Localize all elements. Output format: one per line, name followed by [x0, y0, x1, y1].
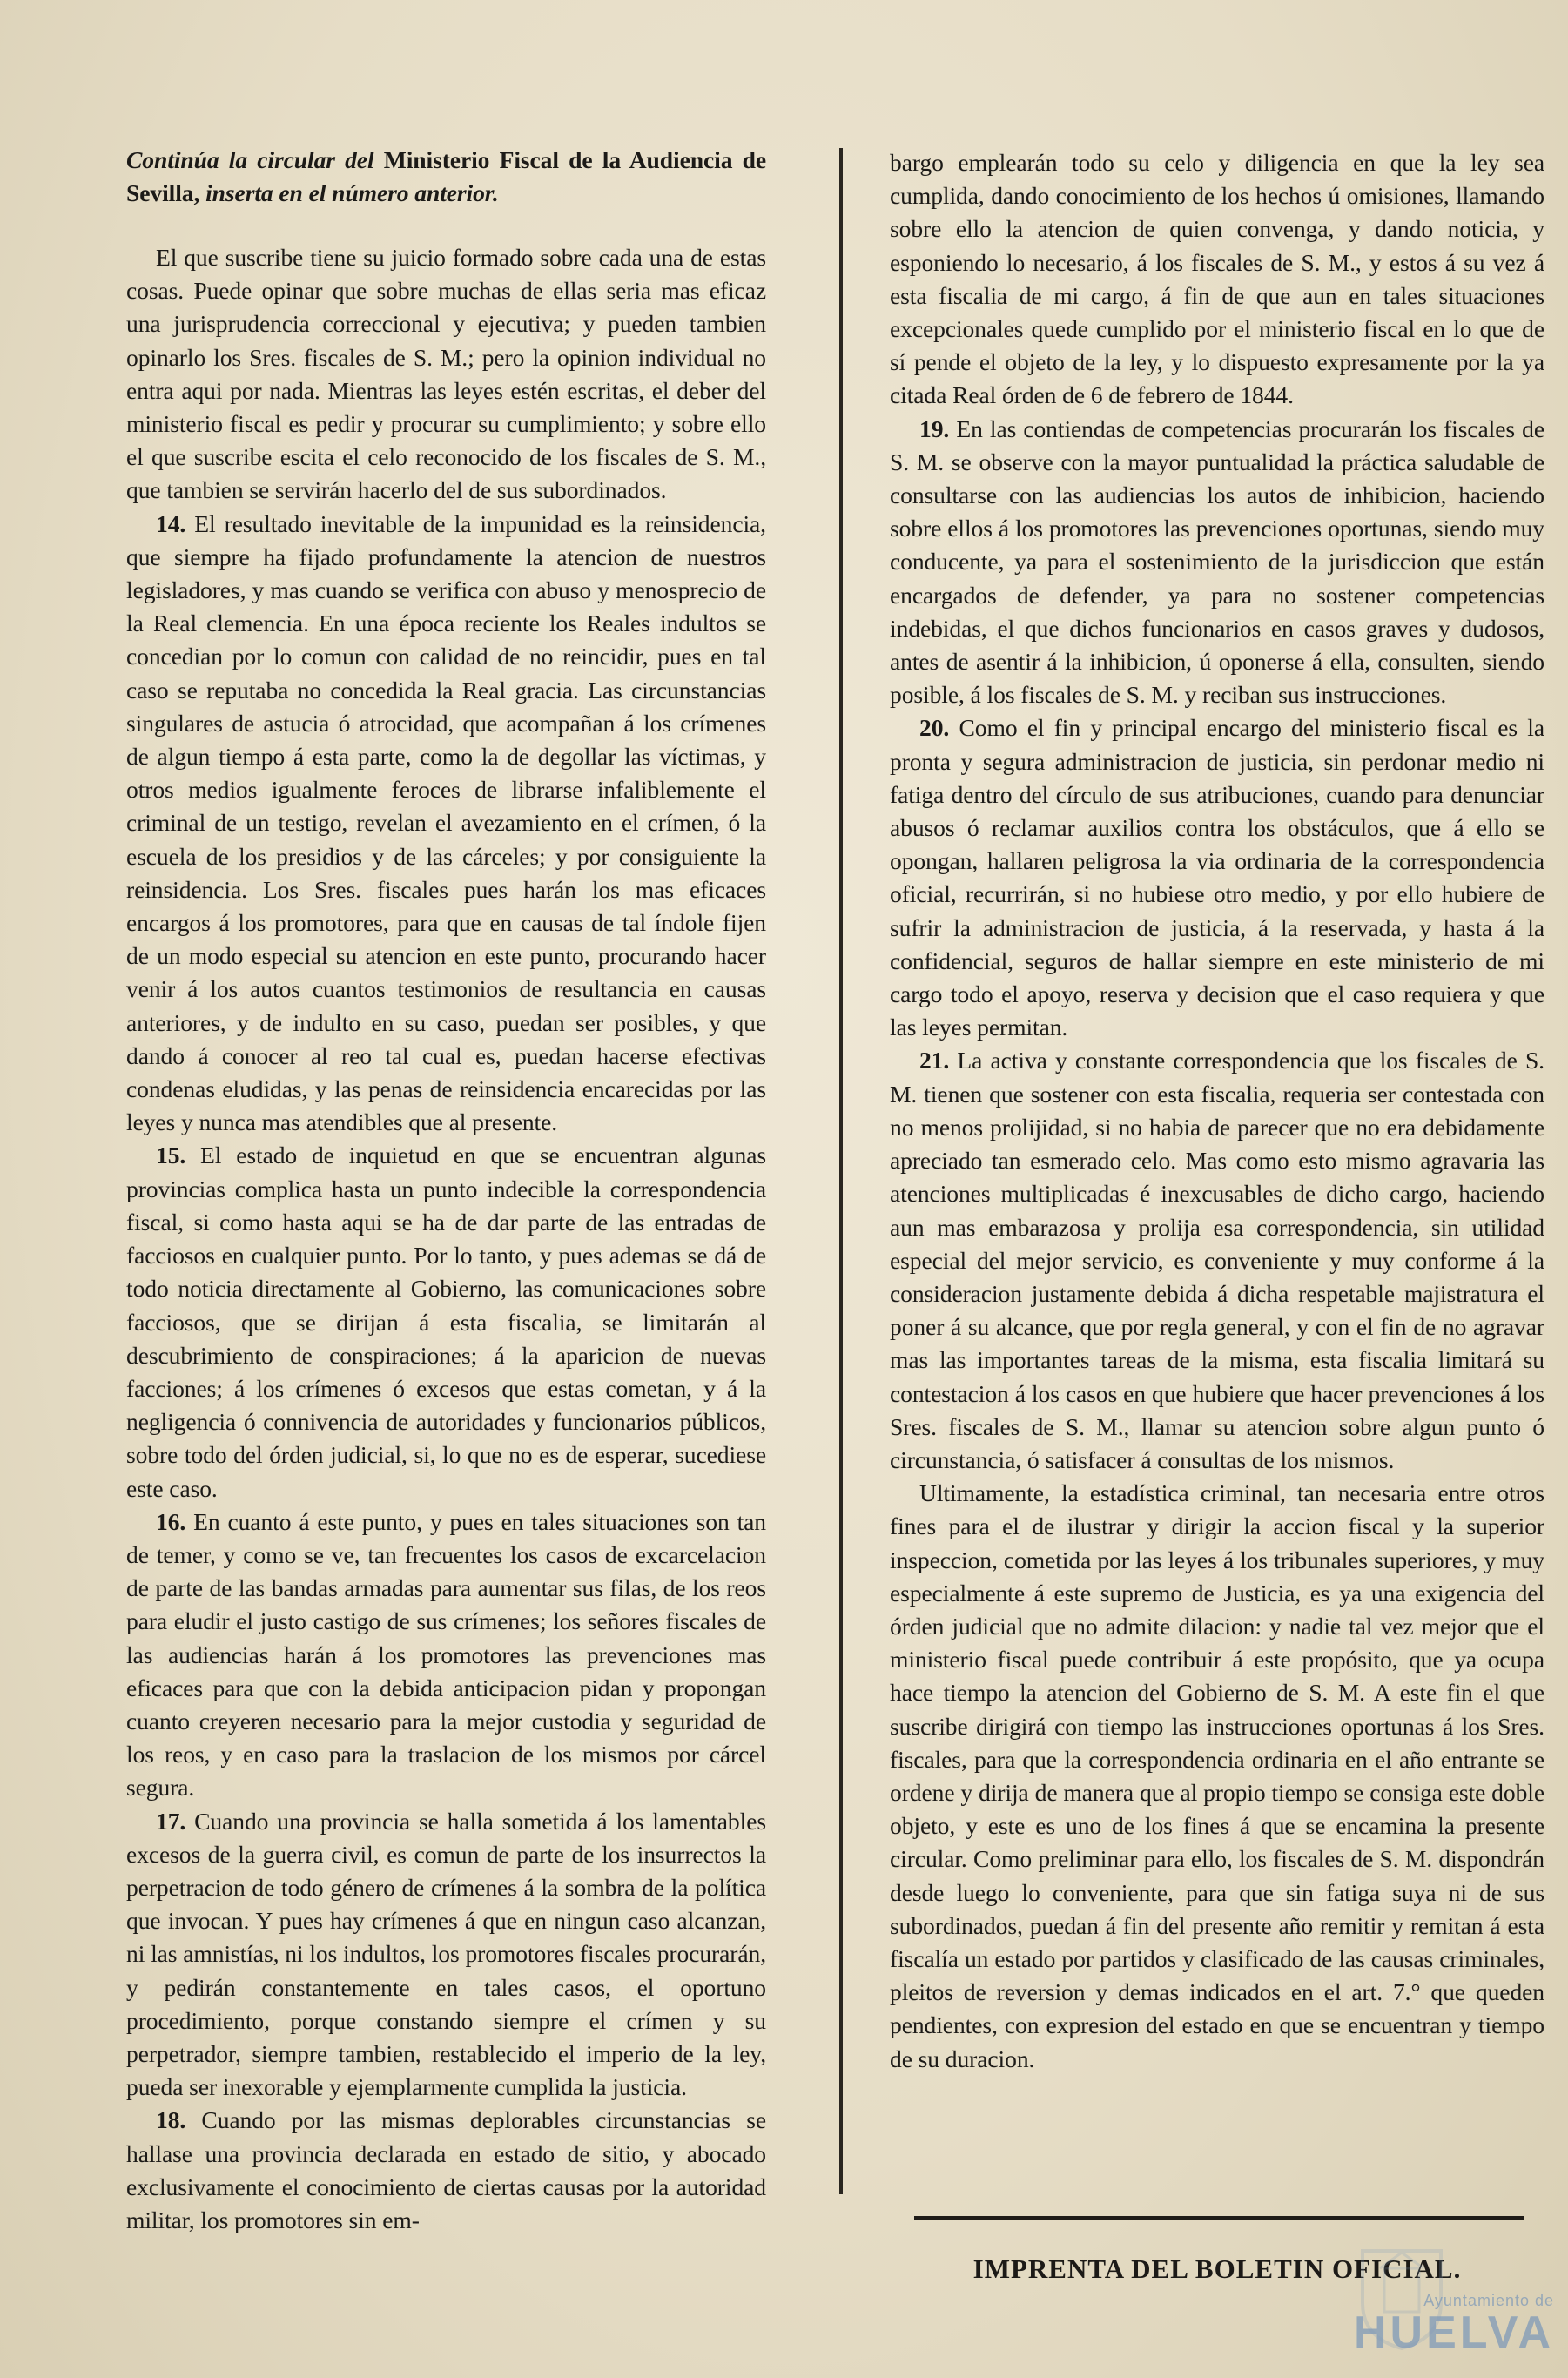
paragraph-text: El estado de inquietud en que se encuentran algunas provincias complica hasta un punto indecible la correspondencia fiscal, si como hasta aqui se ha de dar parte de las entradas de facciosos en cualquier punto. Por lo tanto, y pues ademas se dá de todo noticia directamente al Gobierno, las comunicaciones sobre facciosos, que se dirijan á esta fiscalia, se limitarán al descubrimiento de conspiraciones; á la aparicion de nuevas facciones; á los crímenes ó excesos que estas cometan, y á la negligencia ó connivencia de autoridades y funcionarios públicos, sobre todo del órden judicial, si, lo que no es de esperar, sucediese este caso.	[126, 1142, 766, 1502]
paragraph	[890, 1044, 1544, 1477]
right-column	[890, 146, 1544, 2076]
paragraph	[126, 1139, 766, 1505]
paragraph-number: 17.	[156, 1807, 186, 1835]
paragraph-text: bargo emplearán todo su celo y diligencia en que la ley sea cumplida, dando conocimiento de los hechos ú omisiones, llamando sobre ello la atencion de quien convenga, y dando noticia, y esponiendo lo necesario, á los fiscales de S. M., y estos á su vez á esta fiscalia de mi cargo, á fin de que aun en tales situaciones excepcionales quede cumplido por el ministerio fiscal en lo que de sí pende el objeto de la ley, y lo dispuesto expresamente por la ya citada Real órden de 6 de febrero de 1844.	[890, 149, 1544, 409]
paragraph-text: Ultimamente, la estadística criminal, tan necesaria entre otros fines para el de ilustrar y dirigir la accion fiscal y la superior inspeccion, cometida por las leyes á los tribunales superiores, y muy especialmente á este supremo de Justicia, es ya una exigencia del órden judicial que no admite dilacion: y nadie tal vez mejor que el ministerio fiscal puede contribuir á este propósito, que ya ocupa hace tiempo la atencion del Gobierno de S. M. A este fin el que suscribe dirigirá con tiempo las instrucciones oportunas á los Sres. fiscales, para que la correspondencia ordinaria en el año entrante se ordene y dirija de manera que al propio tiempo se consiga este doble objeto, y este es uno de los fines á que se encamina la presente circular. Como preliminar para ello, los fiscales de S. M. dispondrán desde luego lo conveniente, para que sin fatiga suya ni de sus subordinados, puedan á fin del presente año remitir y remitan á esta fiscalía un estado por partidos y clasificado de las causas criminales, pleitos de reversion y demas indicados en el art. 7.° que queden pendientes, con expresion del estado en que se encuentran y tiempo de su duracion.	[890, 1479, 1544, 2072]
paragraph-text: En cuanto á este punto, y pues en tales situaciones son tan de temer, y como se ve, tan frecuentes los casos de excarcelacion de parte de las bandas armadas para aumentar sus filas, de los reos para eludir el justo castigo de sus crímenes; los señores fiscales de las audiencias harán á los promotores las prevenciones mas eficaces para que con la debida anticipacion pidan y propongan cuanto creyeren necesario para la mejor custodia y seguridad de los reos, y en caso para la traslacion de los mismos por cárcel segura.	[126, 1507, 766, 1802]
watermark-small: Ayuntamiento de	[1423, 2292, 1554, 2309]
paragraph	[126, 241, 766, 508]
watermark-big: HUELVA	[1354, 2307, 1555, 2358]
paragraph-number: 16.	[156, 1507, 186, 1535]
imprint-line: IMPRENTA DEL BOLETIN OFICIAL.	[972, 2253, 1462, 2284]
paragraph-text: En las contiendas de competencias procurarán los fiscales de S. M. se observe con la mayor puntualidad la práctica saludable de consultarse con las audiencias los autos de inhibicion, haciendo sobre ellos á los promotores las prevenciones oportunas, siendo muy conducente, ya para el sostenimiento de la jurisdiccion que están encargados de defender, ya para no sostener competencias indebidas, el que dichos funcionarios en casos graves y dudosos, antes de asentir á la inhibicion, ú oponerse á ella, consulten, siendo posible, á los fiscales de S. M. y reciban sus instrucciones.	[890, 414, 1544, 709]
paragraph-number: 18.	[156, 2106, 186, 2134]
paragraph	[126, 1805, 766, 2105]
paragraph-number: 21.	[919, 1047, 950, 1074]
paragraph	[890, 1477, 1544, 2076]
paragraph	[126, 2104, 766, 2237]
left-body	[126, 241, 766, 2237]
watermark	[1354, 2292, 1555, 2358]
paragraph	[890, 413, 1544, 712]
paragraph-number: 20.	[919, 714, 950, 742]
column-divider	[839, 148, 843, 2194]
paragraph	[890, 711, 1544, 1044]
paragraph-text: Cuando por las mismas deplorables circunstancias se hallase una provincia declarada en estado de sitio, y abocado exclusivamente el conocimiento de ciertas causas por la autoridad militar, los promotores sin em-	[126, 2106, 766, 2233]
paragraph-number: 15.	[156, 1142, 186, 1169]
paragraph-text: El resultado inevitable de la impunidad es la reinsidencia, que siempre ha fijado profundamente la atencion de nuestros legisladores, y mas cuando se verifica con abuso y menosprecio de la Real clemencia. En una época reciente los Reales indultos se concedian por lo comun con calidad de no reincidir, pues en tal caso se reputaba no concedida la Real gracia. Las circunstancias singulares de astucia ó atrocidad, que acompañan á los crímenes de algun tiempo á esta parte, como la de degollar las víctimas, y otros medios igualmente feroces de librarse infaliblemente el criminal de un testigo, revelan el avezamiento en el crímen, ó la escuela de los presidios y de las cárceles; y por consiguiente la reinsidencia. Los Sres. fiscales pues harán los mas eficaces encargos á los promotores, para que en causas de tal índole fijen de un modo especial su atencion en este punto, procurando hacer venir á los autos cuantos testimonios de resultancia en causas anteriores, y de indulto en su caso, puedan ser posibles, y que dando á conocer al reo tal cual es, puedan hacerse efectivas condenas eludidas, y las penas de reinsidencia encarecidas por las leyes y nunca mas atendibles que al presente.	[126, 509, 766, 1136]
closing-rule	[914, 2216, 1524, 2220]
heading-rest: Ministerio Fiscal de la Audiencia de Sevilla,	[126, 146, 766, 206]
heading-italic: Continúa la circular del	[126, 146, 374, 173]
paragraph-number: 19.	[919, 414, 950, 442]
article-heading	[126, 144, 766, 210]
left-column	[126, 144, 766, 2237]
paragraph-text: Cuando una provincia se halla sometida á los lamentables excesos de la guerra civil, es comun de parte de los insurrectos la perpetracion de todo género de crímenes á la sombra de la política que invocan. Y pues hay crímenes á que en ningun caso alcanzan, ni las amnistías, ni los indultos, los promotores fiscales procurarán, y pedirán constantemente en tales casos, el oportuno procedimiento, porque constando siempre el crímen y su perpetrador, siempre tambien, restablecido el imperio de la ley, pueda ser inexorable y ejemplarmente cumplida la justicia.	[126, 1807, 766, 2101]
heading-italic-end: inserta en el número anterior.	[205, 179, 499, 206]
paragraph	[126, 1506, 766, 1805]
paragraph-text: La activa y constante correspondencia que los fiscales de S. M. tienen que sostener con esta fiscalia, requeria ser contestada con no menos prolijidad, si no habia de parecer que no era debidamente apreciado tan esmerado celo. Mas como esto mismo agravaria las atenciones multiplicadas é inexcusables de dicho cargo, haciendo aun mas embarazosa y prolija esa correspondencia, sin utilidad especial del mejor servicio, es conveniente y muy conforme á la consideracion justamente debida á dicha respetable majistratura el poner á su alcance, que por regla general, y con el fin de no agravar mas las importantes tareas de la misma, esta fiscalia limitará su contestacion á los casos en que hubiere que hacer prevenciones á los Sres. fiscales de S. M., llamar su atencion sobre algun punto ó circunstancia, ó satisfacer á consultas de los mismos.	[890, 1047, 1544, 1473]
paragraph-text: El que suscribe tiene su juicio formado sobre cada una de estas cosas. Puede opinar que sobre muchas de ellas seria mas eficaz una jurisprudencia correccional y ejecutiva; y pueden tambien opinarlo los Sres. fiscales de S. M.; pero la opinion individual no entra aqui por nada. Mientras las leyes estén escritas, el deber del ministerio fiscal es pedir y procurar su cumplimiento; y sobre ello el que suscribe escita el celo reconocido de los fiscales de S. M., que tambien se servirán hacerlo del de sus subordinados.	[126, 244, 766, 504]
paragraph-number: 14.	[156, 509, 186, 537]
paragraph	[126, 508, 766, 1140]
right-body	[890, 146, 1544, 2076]
paragraph	[890, 146, 1544, 413]
paragraph-text: Como el fin y principal encargo del ministerio fiscal es la pronta y segura administracion de justicia, sin perdonar medio ni fatiga dentro del círculo de sus atribuciones, cuando para denunciar abusos ó reclamar auxilios contra los obstáculos, que á ello se opongan, hallaren peligrosa la via ordinaria de la correspondencia oficial, recurrirán, si no hubiese otro medio, y por ello hubiere de sufrir la administracion de justicia, á la reservada, y hasta á la confidencial, seguros de hallar siempre en este ministerio de mi cargo todo el apoyo, reserva y decision que el caso requiera y que las leyes permitan.	[890, 714, 1544, 1041]
